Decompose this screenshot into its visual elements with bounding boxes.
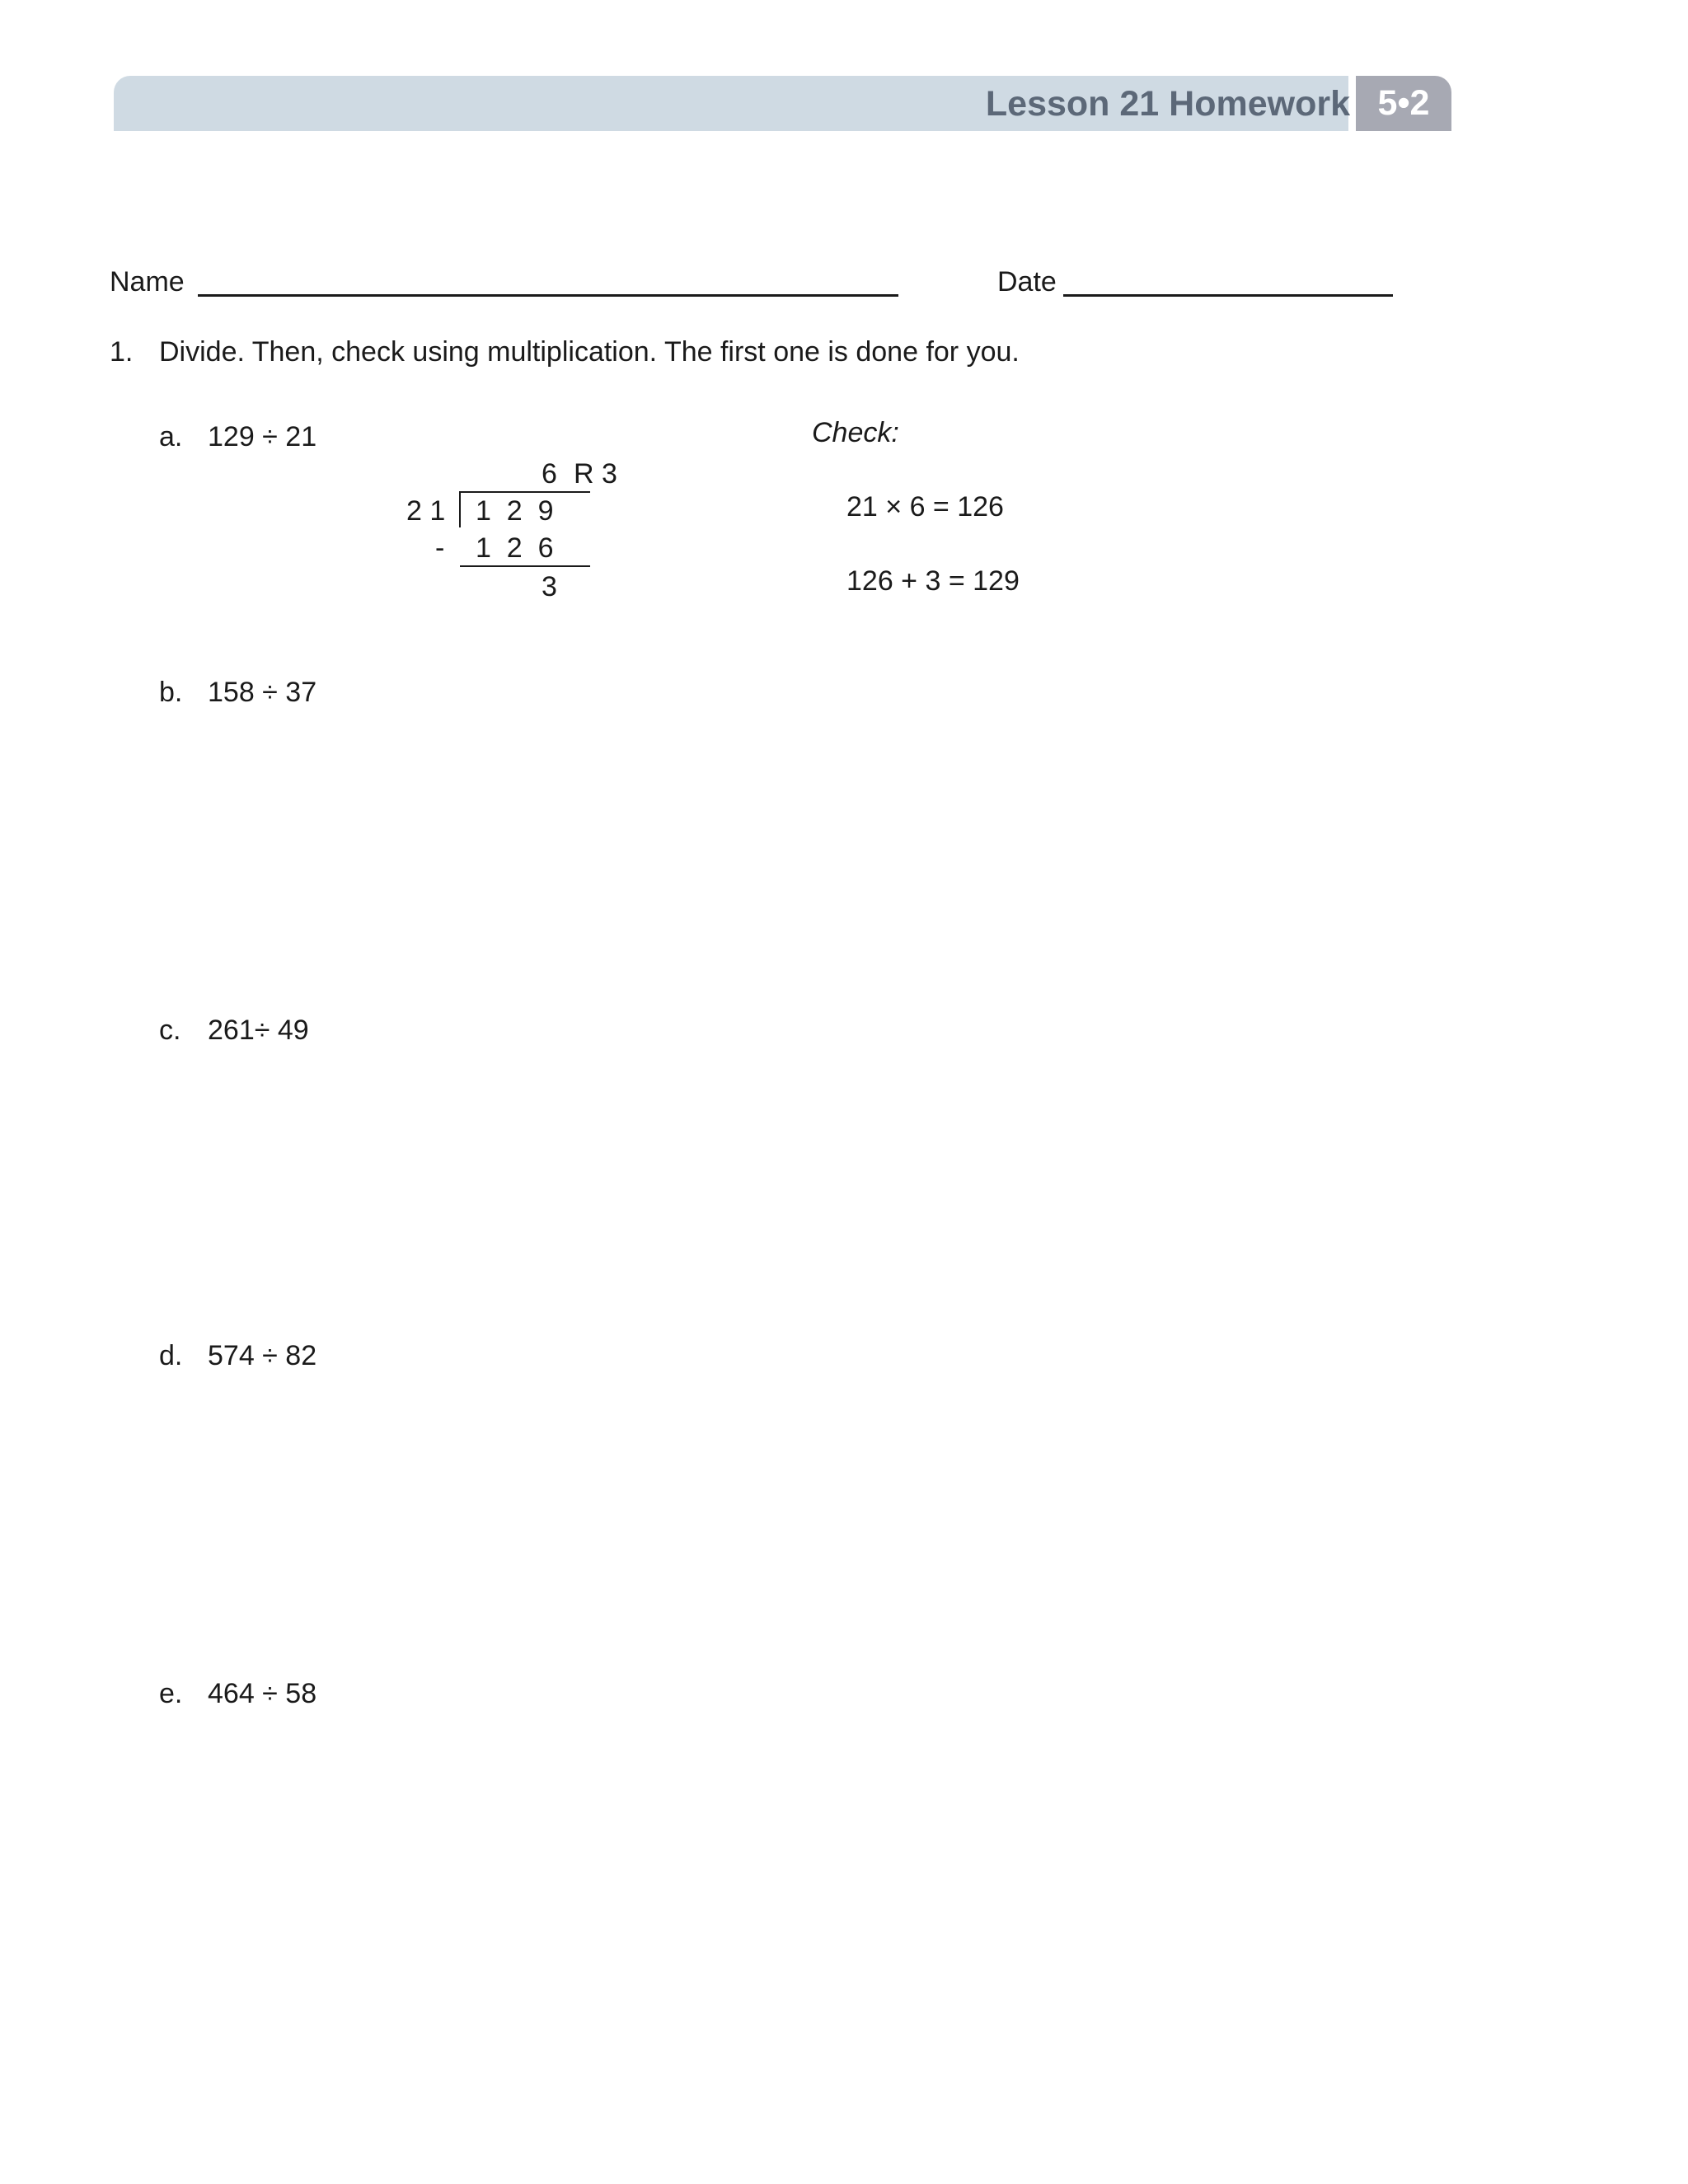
problem-d-expression: 574 ÷ 82 [208,1340,317,1371]
problem-e-expression: 464 ÷ 58 [208,1678,317,1709]
division-bar [460,491,590,493]
check-label: Check: [812,417,899,448]
date-field[interactable] [1063,294,1393,297]
problem-b-expression: 158 ÷ 37 [208,677,317,708]
question-instruction: Divide. Then, check using multiplication. The first one is done for you. [159,336,1020,368]
module-badge: 5•2 [1356,76,1451,131]
problem-e-letter: e. [159,1678,183,1709]
check-multiplication: 21 × 6 = 126 [846,491,1004,523]
name-field[interactable] [198,294,898,297]
problem-c-expression: 261÷ 49 [208,1015,309,1046]
minus-sign: - [435,532,445,564]
date-label: Date [997,266,1057,298]
lesson-title: Lesson 21 Homework [985,84,1350,124]
problem-d-letter: d. [159,1340,183,1371]
problem-a-expression: 129 ÷ 21 [208,421,317,452]
divisor: 2 1 [406,495,446,527]
check-addition: 126 + 3 = 129 [846,565,1020,597]
quotient: 6 [542,458,557,490]
remainder: R 3 [574,458,617,490]
division-bracket [459,491,461,527]
problem-a-letter: a. [159,421,183,452]
dividend: 1 2 9 [476,495,554,527]
subtraction-line [460,565,590,567]
problem-c-letter: c. [159,1015,181,1046]
difference: 3 [542,571,557,602]
name-label: Name [110,266,185,298]
subtrahend: 1 2 6 [476,532,554,564]
problem-b-letter: b. [159,677,183,708]
question-number: 1. [110,336,134,368]
